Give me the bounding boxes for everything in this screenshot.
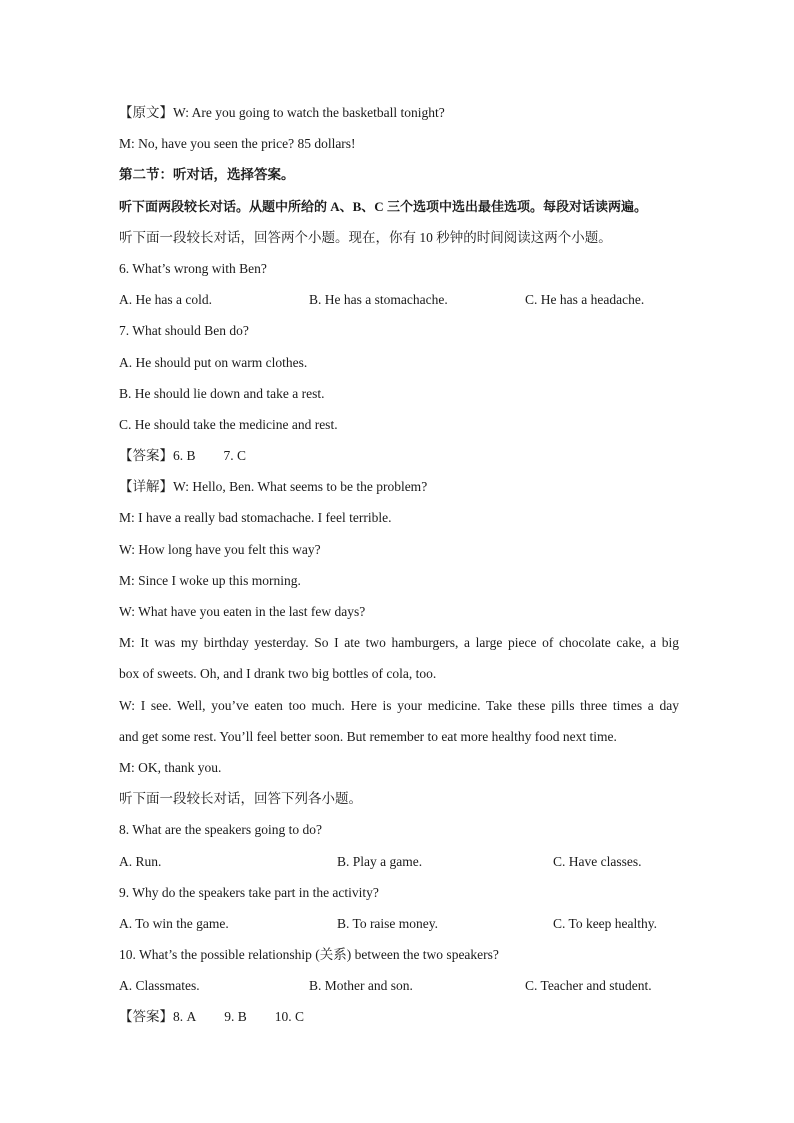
option-a: A. To win the game. xyxy=(119,915,229,931)
option-b: B. Mother and son. xyxy=(309,978,413,994)
answer-10: 10. C xyxy=(274,1009,305,1025)
option-c: C. Teacher and student. xyxy=(525,978,652,994)
option-c: C. Have classes. xyxy=(553,853,642,869)
question-9: 9. Why do the speakers take part in the activity? xyxy=(119,884,379,900)
question-7-option-a: A. He should put on warm clothes. xyxy=(119,354,308,370)
option-a: A. Classmates. xyxy=(119,978,200,994)
document-body xyxy=(119,101,679,1037)
section-instructions: 听下面两段较长对话。从题中所给的 A、B、C 三个选项中选出最佳选项。每段对话读两遍。 xyxy=(119,198,647,214)
answer-line-1 xyxy=(119,444,679,475)
question-7-option-c: C. He should take the medicine and rest. xyxy=(119,416,338,432)
dialogue-intro: 听下面一段较长对话，回答两个小题。现在，你有 10 秒钟的时间阅读这两个小题。 xyxy=(119,229,612,245)
option-b: B. Play a game. xyxy=(337,853,423,869)
explanation-line: 【详解】W: Hello, Ben. What seems to be the problem? xyxy=(119,479,428,495)
answer-8: 【答案】8. A xyxy=(119,1009,197,1025)
question-7: 7. What should Ben do? xyxy=(119,323,249,339)
answer-6: 【答案】6. B xyxy=(119,448,196,464)
question-8-options xyxy=(119,850,679,881)
transcript-line-woman: 【原文】W: Are you going to watch the basketball tonight? xyxy=(119,105,445,120)
dialogue-line: M: I have a really bad stomachache. I feel terrible. xyxy=(119,510,392,526)
question-10-options xyxy=(119,974,679,1005)
dialogue-line: W: How long have you felt this way? xyxy=(119,541,321,557)
question-8: 8. What are the speakers going to do? xyxy=(119,822,322,838)
question-6-options xyxy=(119,288,679,319)
answer-line-2 xyxy=(119,1005,679,1036)
section-heading: 第二节：听对话，选择答案。 xyxy=(119,167,295,183)
question-6: 6. What’s wrong with Ben? xyxy=(119,260,267,276)
dialogue-intro-2: 听下面一段较长对话，回答下列各小题。 xyxy=(119,791,362,807)
option-b: B. He has a stomachache. xyxy=(309,292,448,308)
dialogue-line: and get some rest. You’ll feel better soon. But remember to eat more healthy food next time. xyxy=(119,728,617,744)
answer-7: 7. C xyxy=(223,448,247,464)
question-7-option-b: B. He should lie down and take a rest. xyxy=(119,385,325,401)
option-b: B. To raise money. xyxy=(337,915,439,931)
question-10: 10. What’s the possible relationship (关系) between the two speakers? xyxy=(119,947,499,963)
dialogue-line: W: What have you eaten in the last few days? xyxy=(119,604,366,619)
dialogue-line: W: I see. Well, you’ve eaten too much. Here is your medicine. Take these pills three times a day xyxy=(119,697,679,713)
dialogue-line: box of sweets. Oh, and I drank two big bottles of cola, too. xyxy=(119,666,437,682)
option-c: C. To keep healthy. xyxy=(553,915,658,931)
dialogue-line: M: Since I woke up this morning. xyxy=(119,572,301,588)
transcript-line-man: M: No, have you seen the price? 85 dollars! xyxy=(119,136,356,152)
option-a: A. Run. xyxy=(119,853,162,869)
answer-9: 9. B xyxy=(224,1009,247,1025)
option-a: A. He has a cold. xyxy=(119,292,212,308)
dialogue-line: M: It was my birthday yesterday. So I ate two hamburgers, a large piece of chocolate cake, a big xyxy=(119,635,679,651)
option-c: C. He has a headache. xyxy=(525,292,645,308)
dialogue-line: M: OK, thank you. xyxy=(119,759,222,775)
question-9-options xyxy=(119,912,679,943)
